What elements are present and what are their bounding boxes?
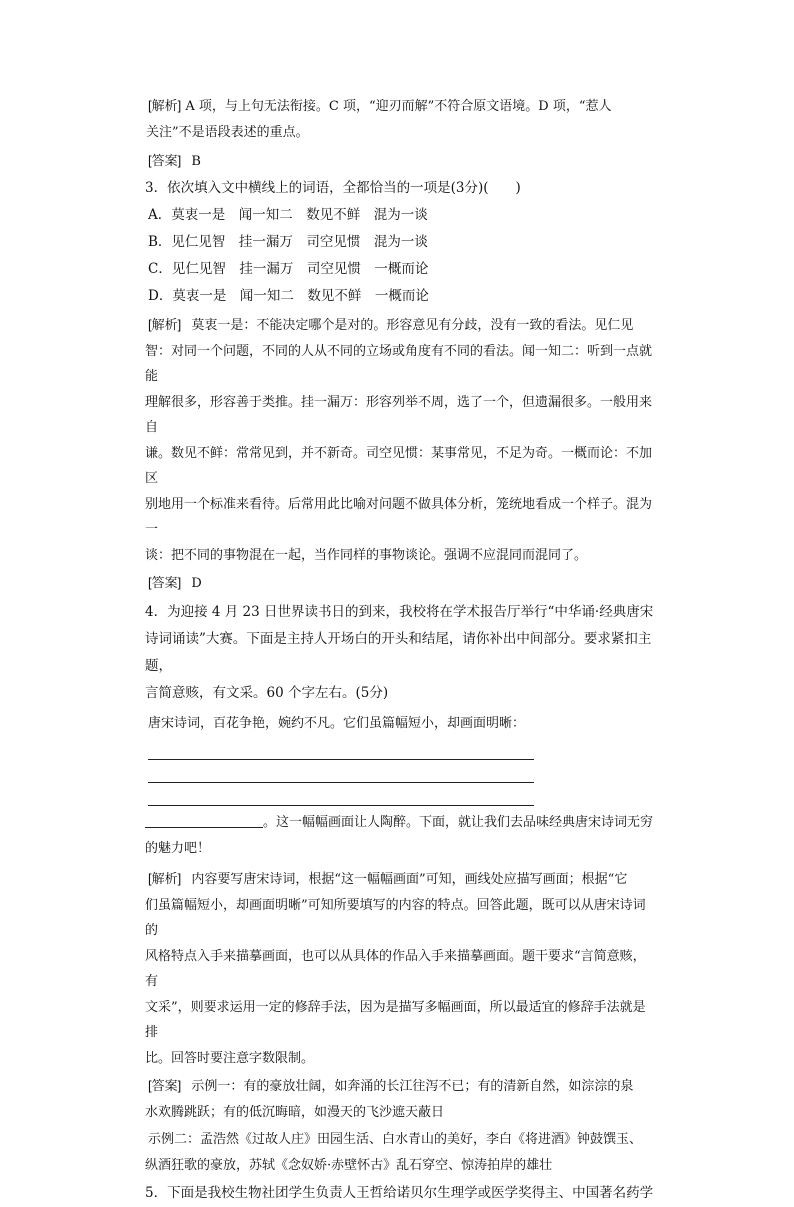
explain-text-line: 们虽篇幅短小，却画面明晰”可知所要填写的内容的特点。回答此题，既可以从唐宋诗词的 xyxy=(145,897,646,938)
q4-stem-line: 言简意赅，有文采。60 个字左右。(5分) xyxy=(145,685,389,701)
answer-value: B xyxy=(191,154,201,169)
explain-text-line: 内容要写唐宋诗词，根据“这一幅幅画面”可知，画线处应描写画面；根据“它 xyxy=(191,872,628,887)
answer-value: D xyxy=(191,576,202,591)
q3-answer xyxy=(148,570,658,597)
explain-text-line: 莫衷一是：不能决定哪个是对的。形容意见有分歧，没有一致的看法。见仁见 xyxy=(191,318,634,333)
q3-option-b: B．见仁见智 挂一漏万 司空见惯 混为一谈 xyxy=(148,234,428,250)
explain-text-line: 谈：把不同的事物混在一起，当作同样的事物谈论。强调不应混同而混同了。 xyxy=(145,547,588,563)
explain-tag: [解析] xyxy=(148,871,182,886)
q3-option-c: C．见仁见智 挂一漏万 司空见惯 一概而论 xyxy=(148,261,429,277)
explain-tag: [解析] xyxy=(148,317,182,332)
explain-tag: [解析] xyxy=(148,98,182,113)
q4-answer xyxy=(148,1073,658,1100)
q5-stem: 5．下面是我校生物社团学生负责人王哲给诺贝尔生理学或医学奖得主、中国著名药学 xyxy=(145,1185,654,1201)
explain-text-line: 比。回答时要注意字数限制。 xyxy=(145,1050,315,1066)
explain-text-line: 谦。数见不鲜：常常见到，并不新奇。司空见惯：某事常见，不足为奇。一概而论：不加区 xyxy=(145,445,653,486)
q3-stem: 3．依次填入文中横线上的词语，全都恰当的一项是(3分)( ) xyxy=(145,180,521,196)
q3-option-d: D．莫衷一是 闻一知二 数见不鲜 一概而论 xyxy=(148,288,429,304)
answer-blank-line[interactable] xyxy=(148,783,534,806)
explain-text-line: 风格特点入手来描摹画面，也可以从具体的作品入手来描摹画面。题干要求“言简意赅，有 xyxy=(145,948,646,989)
explain-text-line: 理解很多，形容善于类推。挂一漏万：形容列举不周，选了一个，但遗漏很多。一般用来自 xyxy=(145,394,653,435)
answer-text-line: 水欢腾跳跃；有的低沉晦暗，如漫天的飞沙遮天蔽日 xyxy=(145,1104,445,1120)
answer-blank-line[interactable] xyxy=(148,737,534,760)
explain-text-line: 智：对同一个问题，不同的人从不同的立场或角度有不同的看法。闻一知二：听到一点就能 xyxy=(145,343,653,384)
document-content xyxy=(145,93,658,1207)
q2-answer xyxy=(148,148,658,175)
answer-tag: [答案] xyxy=(148,575,182,590)
explain-text-line: 别地用一个标准来看待。后常用此比喻对问题不做具体分析，笼统地看成一个样子。混为一 xyxy=(145,496,653,537)
explain-text-line: 文采”，则要求运用一定的修辞手法，因为是描写多幅画面，所以最适宜的修辞手法就是排 xyxy=(145,999,646,1040)
q4-closing-end: 的魅力吧！ xyxy=(145,841,211,856)
answer-blank-inline[interactable] xyxy=(145,813,263,828)
q3-option-a: A．莫衷一是 闻一知二 数见不鲜 混为一谈 xyxy=(148,207,428,223)
answer-example-line: 纵酒狂歌的豪放，苏轼《念奴娇·赤壁怀古》乱石穿空、惊涛拍岸的雄壮 xyxy=(145,1157,553,1173)
q3-explanation xyxy=(148,312,658,339)
q4-explanation xyxy=(148,866,658,893)
q4-opening: 唐宋诗词，百花争艳，婉约不凡。它们虽篇幅短小，却画面明晰： xyxy=(148,716,526,731)
q4-closing-text: 。这一幅幅画面让人陶醉。下面，就让我们去品味经典唐宋诗词无穷 xyxy=(263,815,654,830)
answer-text-line: 示例一：有的豪放壮阔，如奔涌的长江往泻不已；有的清新自然，如淙淙的泉 xyxy=(191,1079,634,1094)
answer-tag: [答案] xyxy=(148,153,182,168)
q4-stem-line: 4．为迎接 4 月 23 日世界读书日的到来，我校将在学术报告厅举行“中华诵·经典唐宋 xyxy=(145,604,654,620)
q4-stem-line: 诗词诵读”大赛。下面是主持人开场白的开头和结尾，请你补出中间部分。要求紧扣主题， xyxy=(145,631,652,674)
q2-explanation xyxy=(148,93,658,120)
explain-text-line: A 项，与上句无法衔接。C 项，“迎刃而解”不符合原文语境。D 项，“惹人 xyxy=(185,99,612,114)
q2-explanation-cont: 关注”不是语段表述的重点。 xyxy=(146,125,309,140)
answer-tag: [答案] xyxy=(148,1078,182,1093)
q4-closing xyxy=(145,810,658,836)
answer-blank-line[interactable] xyxy=(148,760,534,783)
answer-example-line: 示例二：孟浩然《过故人庄》田园生活、白水青山的美好，李白《将进酒》钟鼓馔玉、 xyxy=(148,1132,643,1147)
